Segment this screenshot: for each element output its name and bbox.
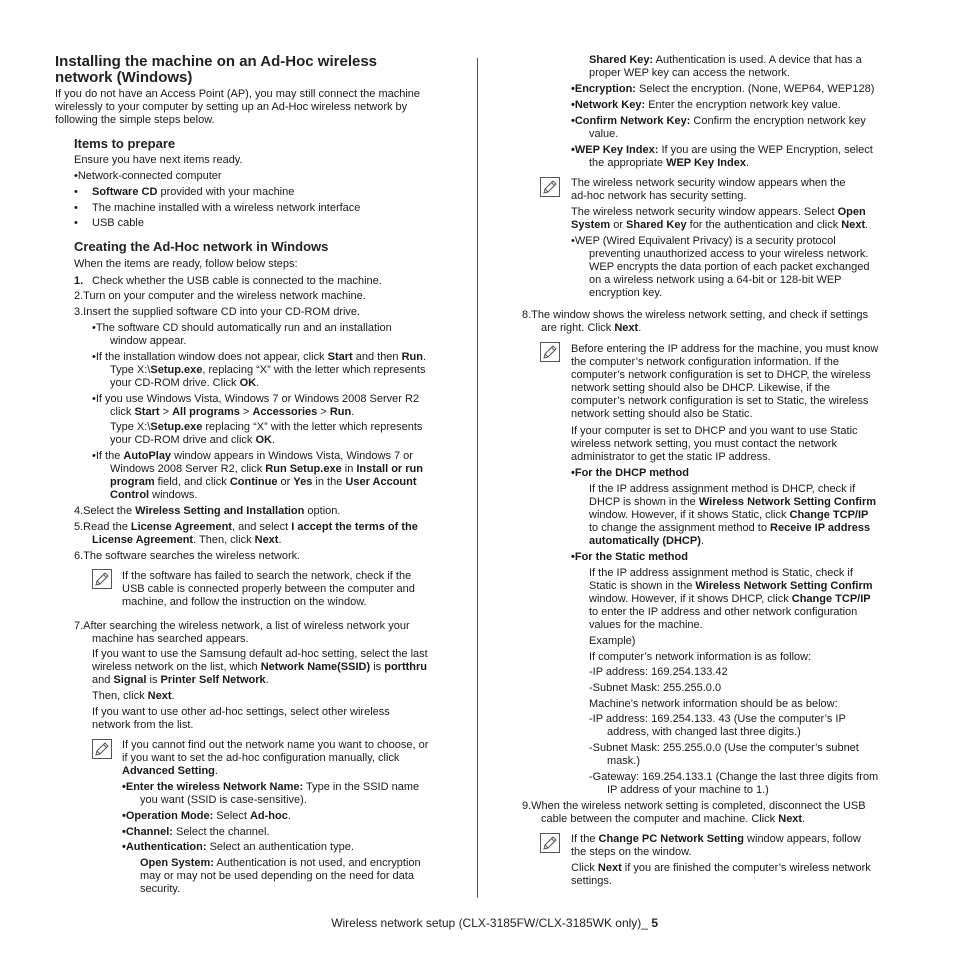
- example-line-cont: IP address of your machine to 1.): [607, 784, 769, 796]
- note-text: If the Change PC Network Setting window appears, follow: [571, 833, 861, 845]
- example-line-cont: address, with changed last three digits.): [607, 726, 801, 738]
- note-text: machine, and follow the instruction on the window.: [122, 596, 367, 608]
- note-sub: Shared Key: Authentication is used. A device that has a: [589, 54, 862, 66]
- note-sub-cont: security.: [140, 883, 181, 895]
- note-sub: Open System: Authentication is not used, and encryption: [140, 857, 421, 869]
- note-text: if you want to set the ad-hoc configuration manually, click: [122, 752, 400, 764]
- example-line: -IP address: 169.254.133. 43 (Use the computer’s IP: [589, 713, 846, 725]
- step-text: 6.The software searches the wireless network.: [74, 550, 301, 562]
- list-item: The machine installed with a wireless network interface: [92, 202, 361, 214]
- note-bullet-cont: you want (SSID is case-sensitive).: [140, 794, 307, 806]
- sub-bullet-cont: your CD-ROM drive. Click OK.: [110, 377, 260, 389]
- sub-bullet: •If you use Windows Vista, Windows 7 or Windows 2008 Server R2: [92, 393, 420, 405]
- footer-text: Wireless network setup (CLX-3185FW/CLX-3185WK only)_: [331, 916, 652, 930]
- note-bullet: •WEP Key Index: If you are using the WEP Encryption, select: [571, 144, 873, 156]
- step-text: 8.The window shows the wireless network setting, and check if settings: [522, 309, 869, 321]
- note-pencil-icon: [92, 569, 112, 589]
- static-heading: •For the Static method: [571, 551, 688, 563]
- sub-bullet: •If the AutoPlay window appears in Windows Vista, Windows 7 or: [92, 450, 413, 462]
- example-line: If computer’s network information is as follow:: [589, 651, 812, 663]
- note-bullet-cont: the appropriate WEP Key Index.: [589, 157, 750, 169]
- note-bullet: •Network Key: Enter the encryption network key value.: [571, 99, 841, 111]
- intro-line: following the simple steps below.: [55, 114, 215, 126]
- note-text: The wireless network security window appears when the: [571, 177, 846, 189]
- step-text-cont: network from the list.: [92, 719, 194, 731]
- bullet: •: [74, 186, 78, 198]
- step-text: 9.When the wireless network setting is completed, disconnect the USB: [522, 800, 866, 812]
- note-text: USB cable is connected properly between the computer and: [122, 583, 415, 595]
- creating-heading: Creating the Ad-Hoc network in Windows: [74, 239, 329, 254]
- note-text: Advanced Setting.: [122, 765, 218, 777]
- bullet: •: [74, 217, 78, 229]
- sub-bullet-cont: Type X:\Setup.exe, replacing “X” with the letter which represents: [110, 364, 426, 376]
- note-text: settings.: [571, 875, 612, 887]
- step-text-cont: If you want to use the Samsung default ad-hoc setting, select the last: [92, 648, 428, 660]
- note-bullet-cont: preventing unauthorized access to your wireless network.: [589, 248, 869, 260]
- step-text-cont: and Signal is Printer Self Network.: [92, 674, 269, 686]
- note-sub: window. However, if it shows DHCP, click Change TCP/IP: [589, 593, 871, 605]
- example-line: Machine’s network information should be as below:: [589, 698, 838, 710]
- note-text: the steps on the window.: [571, 846, 692, 858]
- sub-bullet-cont: click Start > All programs > Accessories > Run.: [110, 406, 355, 418]
- note-sub: to change the assignment method to Receive IP address: [589, 522, 871, 534]
- note-text: network setting should also be Static.: [571, 408, 753, 420]
- note-bullet: •Channel: Select the channel.: [122, 826, 270, 838]
- note-bullet: •WEP (Wired Equivalent Privacy) is a security protocol: [571, 235, 836, 247]
- note-bullet-cont: encryption key.: [589, 287, 663, 299]
- step-text-cont: wireless network on the list, which Network Name(SSID) is portthru: [92, 661, 427, 673]
- dhcp-heading: •For the DHCP method: [571, 467, 689, 479]
- example-line: -Gateway: 169.254.133.1 (Change the last three digits from: [589, 771, 879, 783]
- sub-bullet-cont: Control windows.: [110, 489, 198, 501]
- note-text: computer’s network configuration is set to DHCP, the wireless: [571, 369, 871, 381]
- step-text: 4.Select the Wireless Setting and Installation option.: [74, 505, 341, 517]
- note-text: System or Shared Key for the authentication and click Next.: [571, 219, 869, 231]
- note-text: wireless network setting, you must contact the network: [571, 438, 837, 450]
- example-line-cont: mask.): [607, 755, 640, 767]
- page-number: 5: [651, 916, 658, 930]
- note-text: network setting should also be DHCP. Likewise, if the: [571, 382, 831, 394]
- note-sub: DHCP is shown in the Wireless Network Setting Confirm: [589, 496, 877, 508]
- note-sub: If the IP address assignment method is DHCP, check if: [589, 483, 856, 495]
- list-item: •Network-connected computer: [74, 170, 222, 182]
- step-text-cont: License Agreement. Then, click Next.: [92, 534, 282, 546]
- note-text: Click Next if you are finished the computer’s wireless network: [571, 862, 871, 874]
- note-bullet: •Encryption: Select the encryption. (None, WEP64, WEP128): [571, 83, 875, 95]
- step-text: 5.Read the License Agreement, and select I accept the terms of the: [74, 521, 418, 533]
- note-sub-cont: may or may not be used depending on the need for data: [140, 870, 414, 882]
- step-text-cont: If you want to use other ad-hoc settings, select other wireless: [92, 706, 390, 718]
- sub-bullet-cont: your CD-ROM drive and click OK.: [110, 434, 276, 446]
- step-text-cont: Then, click Next.: [92, 690, 175, 702]
- step-text-cont: machine has searched appears.: [92, 633, 249, 645]
- intro-line: wirelessly to your computer by setting up an Ad-Hoc wireless network by: [55, 101, 408, 113]
- note-text: ad-hoc network has security setting.: [571, 190, 747, 202]
- example-line: -IP address: 169.254.133.42: [589, 666, 728, 678]
- note-bullet-cont: value.: [589, 128, 619, 140]
- note-sub: Static is shown in the Wireless Network Setting Confirm: [589, 580, 873, 592]
- note-pencil-icon: [540, 342, 560, 362]
- step-number: 1.: [74, 275, 84, 287]
- note-text: computer’s network configuration is set to Static, the wireless: [571, 395, 869, 407]
- section-title-line2: network (Windows): [55, 69, 193, 86]
- step-text: 3.Insert the supplied software CD into your CD-ROM drive.: [74, 306, 361, 318]
- bullet: •: [74, 202, 78, 214]
- note-text: If you cannot find out the network name you want to choose, or: [122, 739, 429, 751]
- sub-bullet-cont: Type X:\Setup.exe replacing “X” with the letter which represents: [110, 421, 423, 433]
- step-text: Check whether the USB cable is connected to the machine.: [92, 275, 382, 287]
- note-sub: to enter the IP address and other network configuration: [589, 606, 858, 618]
- note-bullet: •Enter the wireless Network Name: Type in the SSID name: [122, 781, 420, 793]
- items-heading: Items to prepare: [74, 136, 176, 151]
- note-bullet: •Authentication: Select an authentication type.: [122, 841, 354, 853]
- sub-bullet: •If the installation window does not appear, click Start and then Run.: [92, 351, 427, 363]
- creating-intro: When the items are ready, follow below steps:: [74, 258, 298, 270]
- step-text-cont: cable between the computer and machine. Click Next.: [541, 813, 806, 825]
- note-text: the computer’s network configuration information. If the: [571, 356, 840, 368]
- section-title: Installing the machine on an Ad-Hoc wireless: [55, 53, 378, 70]
- sub-bullet: •The software CD should automatically run and an installation: [92, 322, 392, 334]
- note-pencil-icon: [92, 739, 112, 759]
- note-sub: window. However, if it shows Static, click Change TCP/IP: [589, 509, 869, 521]
- list-item: Software CD provided with your machine: [92, 186, 295, 198]
- intro-line: If you do not have an Access Point (AP), you may still connect the machine: [55, 88, 421, 100]
- column-divider: [477, 58, 478, 898]
- step-text-cont: are right. Click Next.: [541, 322, 642, 334]
- step-text: 7.After searching the wireless network, a list of wireless network your: [74, 620, 410, 632]
- note-text: The wireless network security window appears. Select Open: [571, 206, 866, 218]
- note-bullet: •Confirm Network Key: Confirm the encryption network key: [571, 115, 866, 127]
- example-line: Example): [589, 635, 636, 647]
- note-text: If the software has failed to search the network, check if the: [122, 570, 412, 582]
- note-text: Before entering the IP address for the machine, you must know: [571, 343, 879, 355]
- note-pencil-icon: [540, 177, 560, 197]
- items-intro: Ensure you have next items ready.: [74, 154, 243, 166]
- example-line: -Subnet Mask: 255.255.0.0: [589, 682, 722, 694]
- note-pencil-icon: [540, 833, 560, 853]
- sub-bullet-cont: Windows 2008 Server R2, click Run Setup.exe in Install or run: [110, 463, 423, 475]
- note-bullet: •Operation Mode: Select Ad-hoc.: [122, 810, 291, 822]
- step-text: 2.Turn on your computer and the wireless network machine.: [74, 290, 366, 302]
- note-text: administrator to get the static IP address.: [571, 451, 771, 463]
- note-sub: values for the machine.: [589, 619, 703, 631]
- note-bullet-cont: on a wireless network using a 64-bit or 128-bit WEP: [589, 274, 842, 286]
- note-sub: automatically (DHCP).: [589, 535, 704, 547]
- note-sub-cont: proper WEP key can access the network.: [589, 67, 790, 79]
- example-line: -Subnet Mask: 255.255.0.0 (Use the computer’s subnet: [589, 742, 859, 754]
- sub-bullet-cont: program field, and click Continue or Yes in the User Account: [110, 476, 417, 488]
- note-text: If your computer is set to DHCP and you want to use Static: [571, 425, 858, 437]
- note-sub: If the IP address assignment method is Static, check if: [589, 567, 853, 579]
- sub-bullet-cont: window appear.: [110, 335, 187, 347]
- page-footer: [300, 916, 658, 930]
- list-item: USB cable: [92, 217, 144, 229]
- note-bullet-cont: WEP encrypts the data portion of each packet exchanged: [589, 261, 870, 273]
